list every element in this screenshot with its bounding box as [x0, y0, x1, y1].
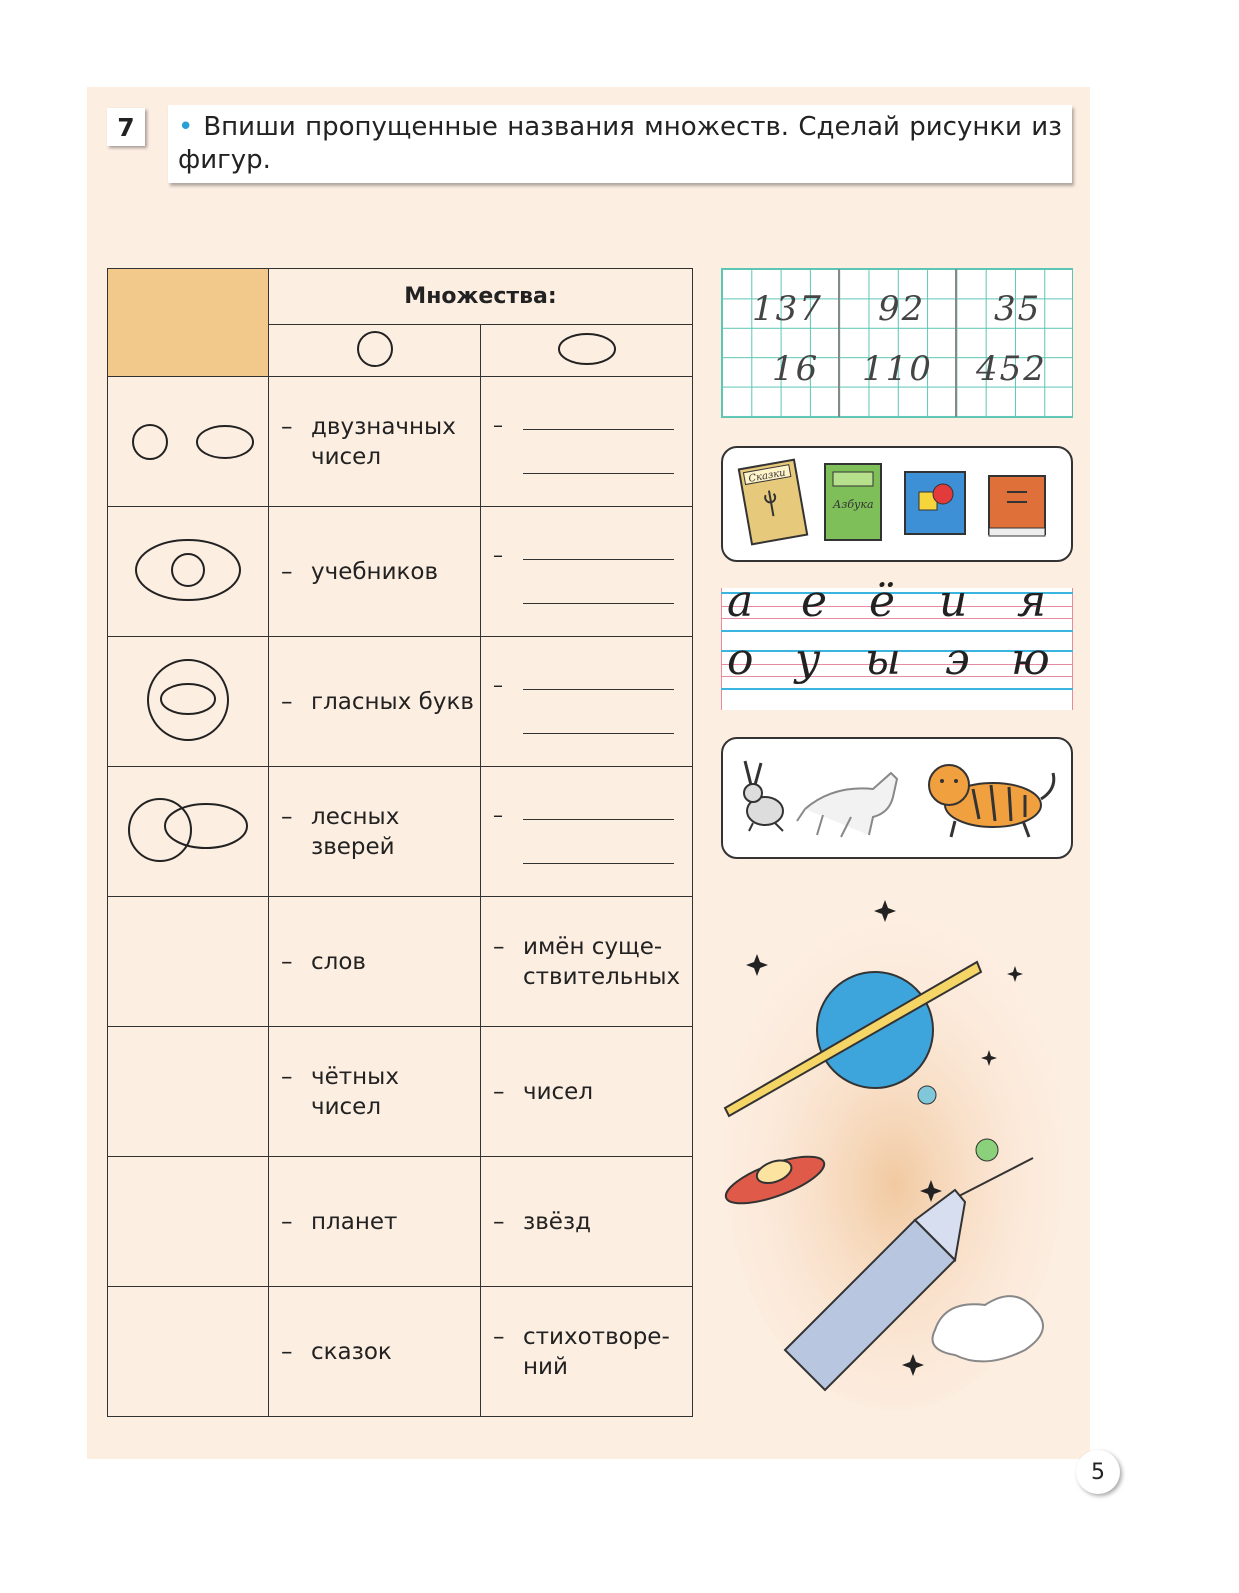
set-name-cell: – планет: [269, 1157, 481, 1287]
vowel-letter: я: [1017, 576, 1047, 627]
table-row: [108, 897, 693, 1027]
set-name-cell: – гласных букв: [269, 637, 481, 767]
grid-number: 110: [862, 349, 933, 389]
circle-header: [269, 325, 481, 377]
table-row: [108, 1027, 693, 1157]
answer-cell[interactable]: –: [481, 507, 693, 637]
vowel-letter: ю: [1011, 634, 1050, 685]
wolf-icon: [797, 773, 897, 837]
set-name-cell: – слов: [269, 897, 481, 1027]
animals-illustration: [723, 739, 1071, 857]
vowel-letter: ё: [869, 576, 896, 627]
subset-name-cell: – стихотворе-ний: [481, 1287, 693, 1417]
diagram-cell: [108, 377, 269, 507]
subset-name-cell: – имён суще-ствительных: [481, 897, 693, 1027]
grid-number: 35: [994, 289, 1042, 329]
set-name-cell: – лесных зверей: [269, 767, 481, 897]
vowel-letter: о: [727, 634, 754, 685]
intersecting-sets-diagram: [118, 790, 258, 870]
task-instruction: [168, 105, 1072, 183]
table-row: [108, 507, 693, 637]
drawing-cell[interactable]: [108, 1287, 269, 1417]
book-icon: [825, 464, 881, 540]
space-illustration: [715, 890, 1075, 1420]
small-planet-icon: [918, 1086, 936, 1104]
grid-number: 452: [976, 349, 1047, 389]
grid-divider: [838, 269, 840, 417]
ellipse-symbol-icon: [555, 329, 619, 369]
vowel-letter: э: [945, 634, 970, 685]
drawing-cell[interactable]: [108, 897, 269, 1027]
books-illustration: [723, 448, 1071, 560]
sets-table: [107, 268, 693, 1417]
vowel-letter: ы: [865, 634, 901, 685]
book-icon: [739, 460, 807, 545]
table-row: [108, 1287, 693, 1417]
ellipse-in-circle-diagram: [138, 655, 238, 745]
table-row: [108, 767, 693, 897]
table-row: [108, 637, 693, 767]
set-name-cell: – чётных чисел: [269, 1027, 481, 1157]
ellipse-header: [481, 325, 693, 377]
set-name-cell: – двузначных чисел: [269, 377, 481, 507]
vowels-panel: [721, 576, 1073, 710]
set-name-cell: – учебников: [269, 507, 481, 637]
page-number: 5: [1076, 1450, 1120, 1494]
circle-in-ellipse-diagram: [128, 530, 248, 610]
grid-divider: [955, 269, 957, 417]
svg-text:Сказки: Сказки: [747, 467, 787, 485]
vowel-letter: а: [727, 576, 754, 627]
vowel-letter: е: [801, 576, 828, 627]
grid-number: 16: [772, 349, 820, 389]
book-icon: [989, 476, 1045, 536]
drawing-cell[interactable]: [108, 1027, 269, 1157]
separate-sets-diagram: [113, 410, 263, 470]
numbers-grid: [721, 268, 1073, 418]
grid-number: 92: [878, 289, 926, 329]
subset-name-cell: – звёзд: [481, 1157, 693, 1287]
subset-name-cell: – чисел: [481, 1027, 693, 1157]
diagram-cell: [108, 507, 269, 637]
answer-cell[interactable]: –: [481, 637, 693, 767]
tiger-icon: [929, 765, 1054, 837]
books-panel: [721, 446, 1073, 562]
small-planet-icon: [976, 1139, 998, 1161]
book-icon: [905, 472, 965, 534]
answer-cell[interactable]: –: [481, 767, 693, 897]
vowel-letter: и: [939, 576, 968, 627]
task-number: 7: [107, 108, 145, 146]
circle-symbol-icon: [355, 329, 395, 369]
answer-cell[interactable]: –: [481, 377, 693, 507]
animals-panel: [721, 737, 1073, 859]
grid-number: 137: [752, 289, 823, 329]
drawing-cell[interactable]: [108, 1157, 269, 1287]
diagram-cell: [108, 637, 269, 767]
table-row: [108, 377, 693, 507]
diagram-cell: [108, 767, 269, 897]
task-text: Впиши пропущенные названия множеств. Сделай рисунки из фигур.: [178, 112, 1062, 175]
svg-text:Азбука: Азбука: [833, 498, 874, 511]
rabbit-icon: [744, 761, 783, 831]
header-corner: [108, 269, 269, 377]
table-row: [108, 1157, 693, 1287]
bullet-icon: •: [178, 112, 194, 142]
sets-header: Множества:: [269, 269, 693, 325]
vowel-letter: у: [795, 634, 821, 685]
set-name-cell: – сказок: [269, 1287, 481, 1417]
